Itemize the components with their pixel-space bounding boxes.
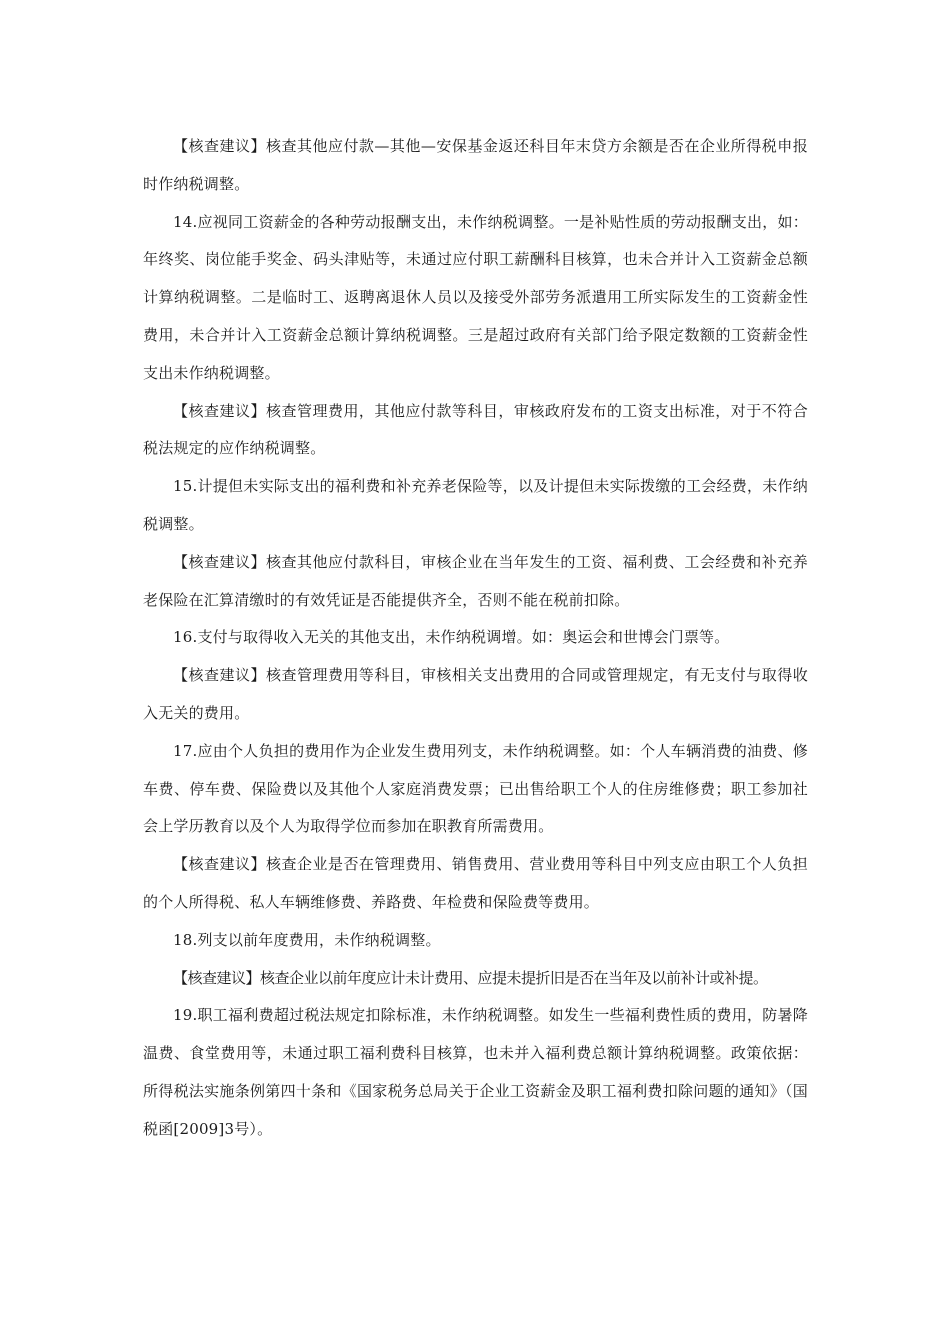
- paragraph-item-16: 16.支付与取得收入无关的其他支出，未作纳税调增。如：奥运会和世博会门票等。: [173, 628, 730, 647]
- paragraph-item-14: 14.应视同工资薪金的各种劳动报酬支出，未作纳税调整。一是补贴性质的劳动报酬支出，如：年终奖、岗位能手奖金、码头津贴等，未通过应付职工薪酬科目核算，也未合并计入工资薪金总额计算纳税调整。二是临时工、返聘离退休人员以及接受外部劳务派遣用工所实际发生的工资薪金性费用，未合并计入工资薪金总额计算纳税调整。三是超过政府有关部门给予限定数额的工资薪金性支出未作纳税调整。: [143, 212, 808, 382]
- paragraph-item-18: 18.列支以前年度费用，未作纳税调整。: [173, 930, 441, 949]
- paragraph-suggestion-14: 【核查建议】核查管理费用，其他应付款等科目，审核政府发布的工资支出标准，对于不符合税法规定的应作纳税调整。: [143, 401, 808, 458]
- paragraph-item-17: 17.应由个人负担的费用作为企业发生费用列支，未作纳税调整。如：个人车辆消费的油费、修车费、停车费、保险费以及其他个人家庭消费发票；已出售给职工个人的住房维修费；职工参加社会上学历教育以及个人为取得学位而参加在职教育所需费用。: [143, 741, 808, 836]
- document-body: [143, 128, 808, 1149]
- paragraph-suggestion-15: 【核查建议】核查其他应付款科目，审核企业在当年发生的工资、福利费、工会经费和补充养老保险在汇算清缴时的有效凭证是否能提供齐全，否则不能在税前扣除。: [143, 552, 808, 609]
- paragraph-item-19: 19.职工福利费超过税法规定扣除标准，未作纳税调整。如发生一些福利费性质的费用，防暑降温费、食堂费用等，未通过职工福利费科目核算，也未并入福利费总额计算纳税调整。政策依据：所得税法实施条例第四十条和《国家税务总局关于企业工资薪金及职工福利费扣除问题的通知》（国税函[2009]3号）。: [143, 1006, 808, 1138]
- paragraph-suggestion-17: 【核查建议】核查企业是否在管理费用、销售费用、营业费用等科目中列支应由职工个人负担的个人所得税、私人车辆维修费、养路费、年检费和保险费等费用。: [143, 855, 808, 911]
- paragraph-suggestion-18: 【核查建议】核查企业以前年度应计未计费用、应提未提折旧是否在当年及以前补计或补提。: [173, 968, 768, 987]
- paragraph-suggestion-16: 【核查建议】核查管理费用等科目，审核相关支出费用的合同或管理规定，有无支付与取得收入无关的费用。: [143, 666, 808, 722]
- paragraph-suggestion-security-fund: 【核查建议】核查其他应付款—其他—安保基金返还科目年末贷方余额是否在企业所得税申报时作纳税调整。: [143, 137, 808, 193]
- paragraph-item-15: 15.计提但未实际支出的福利费和补充养老保险等，以及计提但未实际拨缴的工会经费，未作纳税调整。: [143, 477, 808, 533]
